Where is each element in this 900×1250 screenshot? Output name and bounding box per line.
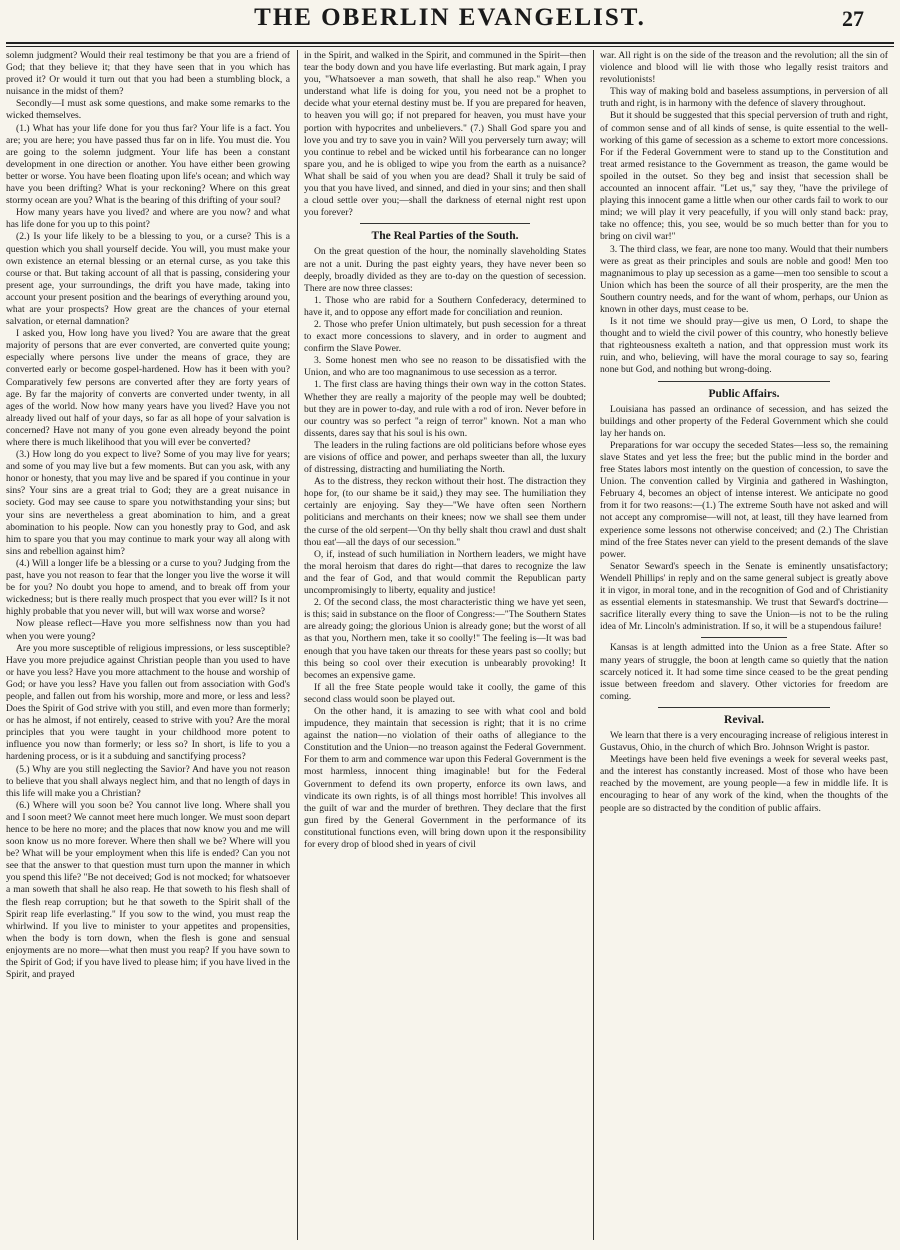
column-1 (6, 50, 290, 1240)
paragraph: Kansas is at length admitted into the Union as a free State. After so many years of struggle, the boon at length came so quietly that the nation scarcely noticed it. It had some time since ceased to be the great pending issue between freedom and slavery. Other victories for freedom are coming. (600, 642, 888, 702)
page-number: 27 (842, 6, 864, 31)
paragraph: We learn that there is a very encouraging increase of religious interest in Gustavus, Ohio, in the church of which Bro. Johnson Wright is pastor. (600, 729, 888, 754)
paragraph: But it should be suggested that this special perversion of truth and right, of common sense and of all kinds of sense, is quite essential to the well-working of this game of secession as a scheme to extort more concessions. For if the Federal Government were to stand up to the Constitution and treat armed resistance to the Government as treason, the game would be spoiled in the outset. So they beg and insist that secession shall be accounted an innocent affair. "Let us," say they, "have the privilege of playing this innocent game a little when our other cards fail to work to our mind; we will play it very peacefully, if you will only stand back: pray, take no offence; this, you see, would be so much better than for you to bring on civil war!" (600, 110, 888, 243)
paragraph: in the Spirit, and walked in the Spirit, and communed in the Spirit—then tear the body down and you have life everlasting. But mark again, I pray you, "Whatsoever a man soweth, that shall he also reap." When you understand what life is doing for you, you need not be a prophet to decide what your eternal destiny must be. If you are prepared for heaven, to heaven you will go; if not prepared for heaven, you must have your portion with hypocrites and unbelievers." (7.) Shall God spare you and love you and try to save you in vain? Will you perversely turn away; will you continue to rebel and be wicked until his forbearance can no longer spare you, and he is obliged to wipe you from the earth as a nuisance? What shall be said of you when you are dead? Shall it truly be said of you that you have lived, and sinned, and died in your sins; and then shall a cloud settle over you;—shall the darkness of eternal night rest upon you forever? (304, 50, 586, 219)
article-heading: Public Affairs. (708, 387, 780, 400)
paragraph: Now please reflect—Have you more selfishness now than you had when you were young? (6, 618, 290, 642)
paragraph: 1. Those who are rabid for a Southern Confederacy, determined to have it, and to oppose any effort made for conciliation and reunion. (304, 294, 586, 318)
paragraph: solemn judgment? Would their real testimony be that you are a friend of God; that they believe it; that they have seen that in you which has proved it? Or would it turn out that you had been a stumbling block, a nuisance in the midst of them? (6, 50, 290, 98)
article-heading: The Real Parties of the South. (371, 230, 519, 243)
paragraph: On the other hand, it is amazing to see with what cool and bold impudence, they maintain that secession is right; that it is no crime against the nation—no violation of their oaths of allegiance to the Constitution and the Union—no treason against the Federal Government. For them to arm and commence war upon this Federal Government is the most harmless, innocent thing imaginable! but for the Federal Government to defend its own property, enforce its own laws, and vindicate its own rights, is of all things most horrible! This involves all the guilt of war and the murder of brethren. They declare that the first gun fired by the General Government in the performance of its constitutional functions even, will bring down upon it the responsibility for every drop of blood shed in years of civil (304, 705, 586, 850)
paragraph: 3. The third class, we fear, are none too many. Would that their numbers were as great as their principles and souls are noble and good! Men too magnanimous to play up secession as a game—men too sensible to scout a Union which has been the source of all their prosperity, are the men the Southern country needs, and for the want of whom, perhaps, our Union as known in other days, must cease to be. (600, 243, 888, 315)
section-rule (360, 223, 529, 224)
paragraph: I asked you, How long have you lived? You are aware that the great majority of persons that are ever converted, are converted quite young; especially where persons live under the means of grace, they are converted early or become gospel-hardened. How has it been with you? Comparatively few persons are converted after they are forty years of age. By far the majority of converts are converted under twenty, in all ages of the world. Now how many years have you lived? Have you not already lived out half of your days, so far as all hope of your salvation is concerned? Have not many of you gone even already beyond the point where there is much likelihood that you will ever be converted? (6, 328, 290, 448)
paragraph: (3.) How long do you expect to live? Some of you may live for years; and some of you may live but a few moments. But can you ask, with any honor or honesty, that you may live and be spared if you continue in your sins? Your sins are a great trial to God; they are a great nuisance in society. God may see cause to spare you notwithstanding your sins; but your sins are nevertheless a great abomination to him, and a great abomination to his people. Now can you honestly pray to God, and ask him to spare you that you may continue to mark your way all along with sins and rebellion against him? (6, 449, 290, 557)
paragraph: Are you more susceptible of religious impressions, or less susceptible? Have you more prejudice against Christian people than you used to have or have you less? Have you more attachment to the house and worship of God; or have you less? Have you fallen out from association with God's people, and fallen out from his worship, more and more, or less and less? Does the Spirit of God strive with you still, and even more than formerly; or has he almost, if not entirely, ceased to strive with you? Are the moral principles that you were taught in your childhood more potent to influence you now than formerly; or less so? In short, is life to you a hardening process, or is it a subduing and sanctifying process? (6, 642, 290, 763)
paragraph: 2. Those who prefer Union ultimately, but push secession for a threat to exact more concessions to slavery, and in order to augment and confirm the Slave Power. (304, 318, 586, 355)
column-2 (304, 50, 586, 1240)
paragraph: Preparations for war occupy the seceded States—less so, the remaining slave States and yet less the free; but the public mind in the border and free States labors most intently on the question of concession, to save the Union. The convention called by Virginia and gathered in Washington, February 4, becomes an object of intense interest. We anticipate no good from it for two reasons:—(1.) The extreme South have not asked and will not accept any compromise—will not, at least, till they have learned from experience some lessons not otherwise conceived; and (2.) The Christian mind of the free States never can yield to the present demands of the slave power. (600, 439, 888, 560)
paragraph: (4.) Will a longer life be a blessing or a curse to you? Judging from the past, have you not reason to fear that the longer you live the worse it will be for you? No doubt you hope to amend, and to break off from your wickedness; but is there really much prospect that you ever will? Is it not highly probable that you never will, but will wax worse and worse? (6, 557, 290, 618)
section-rule (658, 381, 831, 382)
paragraph: (5.) Why are you still neglecting the Savior? And have you not reason to believe that you shall always neglect him, and that no length of days in this life will make you a Christian? (6, 763, 290, 799)
paragraph: How many years have you lived? and where are you now? and what has life done for you up to this point? (6, 207, 290, 231)
paragraph: 2. Of the second class, the most characteristic thing we have yet seen, is this; said in substance on the floor of Congress:—"The Southern States are already going; the glorious Union is already gone; but the worst of all as that you, Northern men, take it so coolly!" The feeling is—It was bad enough that you have taken our threats for these years past so coolly; but this being so cool over their execution is unbearably provoking! It becomes an expensive game. (304, 597, 586, 681)
paragraph: The leaders in the ruling factions are old politicians before whose eyes are visions of office and power, and perhaps sweeter than all, the luxury of distressing, distracting and humiliating the North. (304, 439, 586, 476)
paragraph: Senator Seward's speech in the Senate is eminently unsatisfactory; Wendell Phillips' in reply and on the same general subject is greatly above it in vigor, in moral tone, and in the recognition of God and of Christianity as essential elements in statesmanship. We trust that Seward's doctrine—sacrifice literally every thing to save the Union—is not to be the ruling idea of Mr. Lincoln's administration. If so, it will be a stupendous failure! (600, 560, 888, 633)
column-divider (593, 50, 594, 1240)
paragraph: Secondly—I must ask some questions, and make some remarks to the wicked themselves. (6, 98, 290, 122)
column-divider (297, 50, 298, 1240)
column-3 (600, 50, 888, 1240)
paragraph: Meetings have been held five evenings a week for several weeks past, and the interest has constantly increased. Most of those who have been reached by the movement, are young people—a few in middle life. It is encouraging to hear of any work of the kind, when the thoughts of the people are so distracted by the condition of public affairs. (600, 754, 888, 814)
paragraph: Is it not time we should pray—give us men, O Lord, to shape the thought and to wield the civil power of this country, who honestly believe that righteousness exalteth a nation, and that oppression must work its ruin, and who, believing, will have the moral courage to say so, fearing none but God, and nothing but wrong-doing. (600, 316, 888, 376)
paragraph: This way of making bold and baseless assumptions, in perversion of all truth and right, is in harmony with the defence of slavery throughout. (600, 86, 888, 110)
article-heading: Revival. (724, 713, 764, 726)
paragraph: 3. Some honest men who see no reason to be dissatisfied with the Union, and who are too magnanimous to use secession as a terror. (304, 355, 586, 379)
paragraph: As to the distress, they reckon without their host. The distraction they hope for, (to our shame be it said,) they may see. The humiliation they certainly are enjoying. Say they—"We have often seen Northern politicians and merchants on their knees; now we shall see them under the curse of the old serpent—'On thy belly shalt thou crawl and dust shalt thou eat'—all the days of our secession." (304, 476, 586, 548)
masthead-title: THE OBERLIN EVANGELIST. (254, 4, 646, 31)
paragraph: If all the free State people would take it coolly, the game of this second class would soon be played out. (304, 681, 586, 705)
paragraph: (6.) Where will you soon be? You cannot live long. Where shall you and I soon meet? We cannot meet here much longer. We must soon depart hence to be here no more; and the places that now know you and me will soon know us no more forever. Where then shall we be? Where will you be? What will be your employment when this life is ended? Can you not see that the answer to that question must turn upon the manner in which you spend this life? "Be not deceived; God is not mocked; for whatsoever a man soweth that shall he also reap. He that soweth to his flesh shall of the flesh reap corruption; but he that soweth to the Spirit shall of the Spirit reap life everlasting." If you sow to the wind, you must reap the whirlwind. If you live to minister to your appetites and propensities, when the body is torn down, when the flesh is gone and sensual enjoyments are no more—what then must you reap? If you have sown to the Spirit of God; if you have lived to please him; if you have lived in the Spirit, and prayed (6, 799, 290, 981)
paragraph: On the great question of the hour, the nominally slaveholding States are not a unit. During the past eighty years, they have never been so deeply, broadly divided as they are to-day on the question of secession. There are now three classes: (304, 246, 586, 294)
paragraph: (2.) Is your life likely to be a blessing to you, or a curse? This is a question which you shall yourself decide. You will, you must make your own existence an eternal blessing or an eternal curse, as you take this course or that. But taking account of all that is passing, considering your present age, your surroundings, the drift you have made, taking into account your present position and the bearings of everything around you, what are your prospects? How great are the chances of your eternal salvation, or eternal damnation? (6, 231, 290, 328)
paragraph: (1.) What has your life done for you thus far? Your life is a fact. You are; you are here; you have passed thus far on in life. You must die. You are going to the solemn judgment. Your life has been a constant development in one direction or another. You have either been growing better or worse. You have been floating upon life's ocean; and which way have you been drifting? What is your reckoning? Where on this great stormy ocean are you? What is the bearing of this drifting of your soul? (6, 122, 290, 207)
paragraph: war. All right is on the side of the treason and the revolution; all the sin of violence and blood will lie with those who legally resist traitors and revolutionists! (600, 50, 888, 86)
paragraph: 1. The first class are having things their own way in the cotton States. Whether they are really a majority of the people may well be doubted; but they are in power to-day, and rule with a rod of iron. Never before in our country was so perfect "a reign of terror" known. Not a man who dissents, dares say that his soul is his own. (304, 379, 586, 439)
section-rule (701, 637, 787, 638)
section-rule (658, 707, 831, 708)
paragraph: O, if, instead of such humiliation in Northern leaders, we might have the moral heroism that dares do right—that dares to recognize the law and the fear of God, and that would commit the Republican party uncompromisingly to liberty, equality and justice! (304, 548, 586, 597)
paragraph: Louisiana has passed an ordinance of secession, and has seized the buildings and other property of the Federal Government which she could lay her hands on. (600, 403, 888, 439)
masthead-rule (6, 42, 894, 47)
